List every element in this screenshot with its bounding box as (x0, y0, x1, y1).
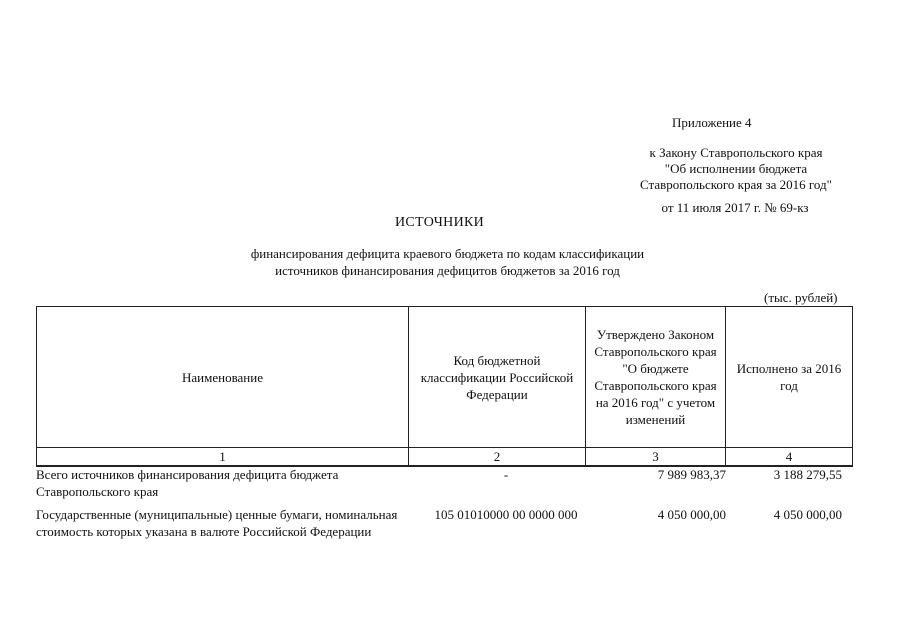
header-approved: Утверждено Законом Ставропольского края "О бюджете Ставропольского края на 2016 год" с учетом изменений (586, 307, 726, 448)
row-approved: 7 989 983,37 (657, 467, 726, 482)
law-reference (606, 145, 866, 193)
row-name: Всего источников финансирования дефицита бюджета Ставропольского края (36, 467, 339, 499)
appendix-label: Приложение 4 (672, 115, 752, 130)
row-code: 105 01010000 00 0000 000 (434, 507, 578, 522)
row-code: - (503, 467, 509, 482)
column-number-row (37, 448, 853, 467)
law-date: от 11 июля 2017 г. № 69-кз (661, 200, 809, 215)
header-code: Код бюджетной классификации Российской Федерации (409, 307, 586, 448)
table-row (36, 506, 852, 540)
column-number: 4 (726, 448, 853, 467)
table-row (36, 466, 852, 500)
row-name: Государственные (муниципальные) ценные бумаги, номинальная стоимость которых указана в валюте Российской Федерации (36, 507, 398, 539)
header-name: Наименование (37, 307, 409, 448)
column-number: 2 (409, 448, 586, 467)
header-executed: Исполнено за 2016 год (726, 307, 853, 448)
row-approved: 4 050 000,00 (657, 507, 726, 522)
table-body (36, 466, 852, 540)
sources-table (36, 306, 853, 467)
column-number: 3 (586, 448, 726, 467)
document-subtitle (150, 245, 745, 279)
subtitle-line-1: финансирования дефицита краевого бюджета по кодам классификации (250, 246, 645, 261)
subtitle-line-2: источников финансирования дефицитов бюджетов за 2016 год (275, 263, 620, 278)
unit-label: (тыс. рублей) (764, 290, 838, 305)
row-executed: 3 188 279,55 (773, 467, 842, 482)
law-reference-line-1: к Закону Ставропольского края (649, 145, 823, 160)
law-reference-line-2: "Об исполнении бюджета (664, 161, 808, 176)
row-executed: 4 050 000,00 (773, 507, 842, 522)
table-header-row (37, 307, 853, 448)
column-number: 1 (37, 448, 409, 467)
document-title: ИСТОЧНИКИ (395, 215, 485, 230)
law-reference-line-3: Ставропольского края за 2016 год" (640, 177, 832, 192)
